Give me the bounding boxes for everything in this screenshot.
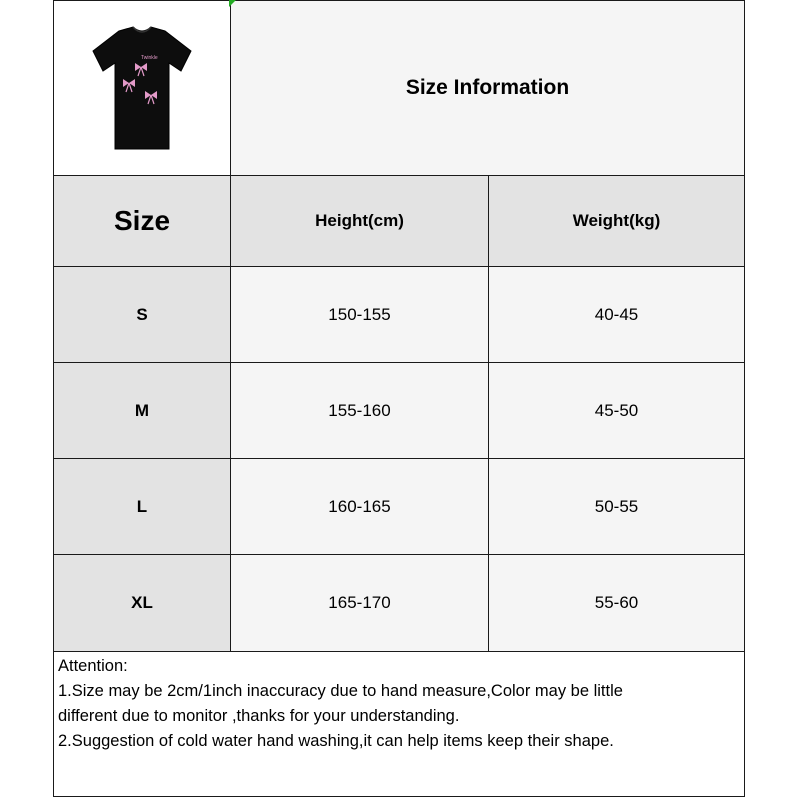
table-row-height: 155-160	[230, 362, 489, 459]
table-row-size: S	[53, 266, 231, 363]
table-row-size: M	[53, 362, 231, 459]
size-chart	[53, 0, 745, 797]
table-row-height: 150-155	[230, 266, 489, 363]
table-row-weight: 45-50	[488, 362, 745, 459]
table-row-weight: 55-60	[488, 554, 745, 652]
table-row-weight: 50-55	[488, 458, 745, 555]
shirt-print-text: Twinkle	[141, 55, 158, 61]
note-line: 2.Suggestion of cold water hand washing,it can help items keep their shape.	[58, 732, 614, 750]
table-row-height: 165-170	[230, 554, 489, 652]
header-size: Size	[53, 175, 231, 267]
note-line: 1.Size may be 2cm/1inch inaccuracy due to hand measure,Color may be little	[58, 682, 623, 700]
product-image	[53, 0, 231, 176]
table-row-height: 160-165	[230, 458, 489, 555]
table-row-weight: 40-45	[488, 266, 745, 363]
header-weight: Weight(kg)	[488, 175, 745, 267]
table-row-size: XL	[53, 554, 231, 652]
note-line: different due to monitor ,thanks for your understanding.	[58, 707, 460, 725]
chart-title: Size Information	[405, 76, 570, 99]
tshirt-image	[87, 23, 197, 153]
title-cell	[230, 0, 745, 176]
cell-marker	[229, 0, 236, 7]
table-row-size: L	[53, 458, 231, 555]
header-height: Height(cm)	[230, 175, 489, 267]
notes-heading: Attention:	[58, 657, 128, 675]
attention-notes	[53, 651, 745, 797]
